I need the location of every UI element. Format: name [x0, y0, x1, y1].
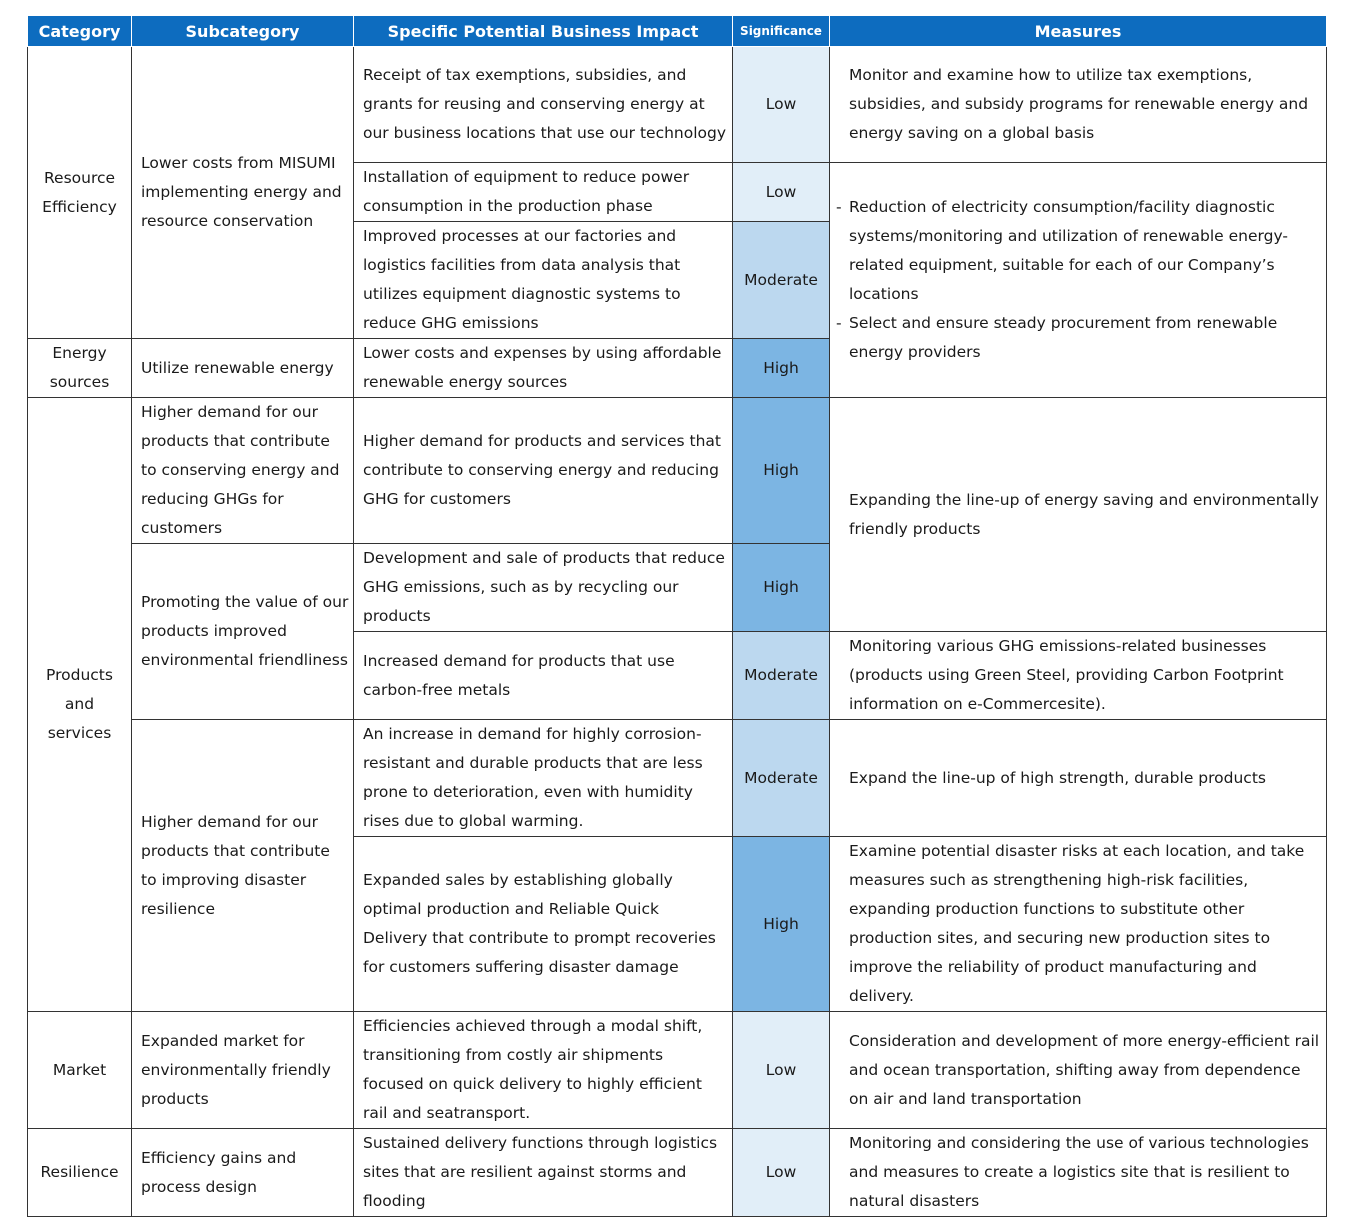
measures-cell: [830, 163, 1327, 398]
table-row: [28, 47, 1327, 163]
significance-cell: Moderate: [733, 222, 830, 339]
impact-cell: Development and sale of products that reduce GHG emissions, such as by recycling our products: [354, 544, 733, 632]
subcategory-cell: Expanded market for environmentally friendly products: [132, 1012, 354, 1129]
impact-cell: Sustained delivery functions through logistics sites that are resilient against storms and flooding: [354, 1129, 733, 1217]
measures-cell: Consideration and development of more energy-efficient rail and ocean transportation, shifting away from dependence on air and land transportation: [830, 1012, 1327, 1129]
measures-cell: Examine potential disaster risks at each location, and take measures such as strengthening high-risk facilities, expanding production functions to substitute other production sites, and securing new production sites to improve the reliability of product manufacturing and delivery.: [830, 837, 1327, 1012]
category-cell: Energy sources: [28, 339, 132, 398]
measures-list-item: - Select and ensure steady procurement from renewable energy providers: [836, 314, 1278, 361]
impact-cell: Receipt of tax exemptions, subsidies, and grants for reusing and conserving energy at our business locations that use our technology: [354, 47, 733, 163]
table-header-row: [28, 16, 1327, 47]
impact-cell: Lower costs and expenses by using affordable renewable energy sources: [354, 339, 733, 398]
risk-opportunity-table-container: [27, 15, 1326, 1217]
header-category: Category: [28, 16, 132, 47]
header-impact: Specific Potential Business Impact: [354, 16, 733, 47]
significance-cell: High: [733, 837, 830, 1012]
measures-list-item: - Reduction of electricity consumption/facility diagnostic systems/monitoring and utilization of renewable energy-related equipment, suitable for each of our Company’s locations: [836, 198, 1288, 303]
category-cell: Resource Efficiency: [28, 47, 132, 339]
business-impact-table: [27, 15, 1327, 1217]
impact-cell: Expanded sales by establishing globally optimal production and Reliable Quick Delivery that contribute to prompt recoveries for customers suffering disaster damage: [354, 837, 733, 1012]
subcategory-cell: Utilize renewable energy: [132, 339, 354, 398]
category-cell: Market: [28, 1012, 132, 1129]
header-measures: Measures: [830, 16, 1327, 47]
measures-cell: Monitoring and considering the use of various technologies and measures to create a logistics site that is resilient to natural disasters: [830, 1129, 1327, 1217]
impact-cell: Higher demand for products and services that contribute to conserving energy and reducing GHG for customers: [354, 398, 733, 544]
subcategory-cell: Higher demand for our products that contribute to improving disaster resilience: [132, 720, 354, 1012]
header-subcategory: Subcategory: [132, 16, 354, 47]
measures-cell: Monitor and examine how to utilize tax exemptions, subsidies, and subsidy programs for renewable energy and energy saving on a global basis: [830, 47, 1327, 163]
significance-cell: Moderate: [733, 632, 830, 720]
subcategory-cell: Lower costs from MISUMI implementing energy and resource conservation: [132, 47, 354, 339]
category-cell: Resilience: [28, 1129, 132, 1217]
significance-cell: Low: [733, 163, 830, 222]
measures-cell: Expand the line-up of high strength, durable products: [830, 720, 1327, 837]
table-row: [28, 398, 1327, 544]
category-cell: Products and services: [28, 398, 132, 1012]
table-row: [28, 720, 1327, 837]
significance-cell: Low: [733, 1012, 830, 1129]
subcategory-cell: Higher demand for our products that contribute to conserving energy and reducing GHGs for customers: [132, 398, 354, 544]
significance-cell: High: [733, 544, 830, 632]
significance-cell: Low: [733, 1129, 830, 1217]
header-significance: Significance: [733, 16, 830, 47]
significance-cell: High: [733, 339, 830, 398]
impact-cell: Improved processes at our factories and logistics facilities from data analysis that utilizes equipment diagnostic systems to reduce GHG emissions: [354, 222, 733, 339]
table-row: [28, 1129, 1327, 1217]
measures-cell: Monitoring various GHG emissions-related businesses (products using Green Steel, providing Carbon Footprint information on e-Commercesite).: [830, 632, 1327, 720]
significance-cell: Low: [733, 47, 830, 163]
impact-cell: Efficiencies achieved through a modal shift, transitioning from costly air shipments focused on quick delivery to highly efficient rail and seatransport.: [354, 1012, 733, 1129]
subcategory-cell: Promoting the value of our products improved environmental friendliness: [132, 544, 354, 720]
impact-cell: Installation of equipment to reduce power consumption in the production phase: [354, 163, 733, 222]
table-row: [28, 1012, 1327, 1129]
measures-cell: Expanding the line-up of energy saving and environmentally friendly products: [830, 398, 1327, 632]
impact-cell: An increase in demand for highly corrosion-resistant and durable products that are less prone to deterioration, even with humidity rises due to global warming.: [354, 720, 733, 837]
subcategory-cell: Efficiency gains and process design: [132, 1129, 354, 1217]
impact-cell: Increased demand for products that use carbon-free metals: [354, 632, 733, 720]
significance-cell: High: [733, 398, 830, 544]
significance-cell: Moderate: [733, 720, 830, 837]
